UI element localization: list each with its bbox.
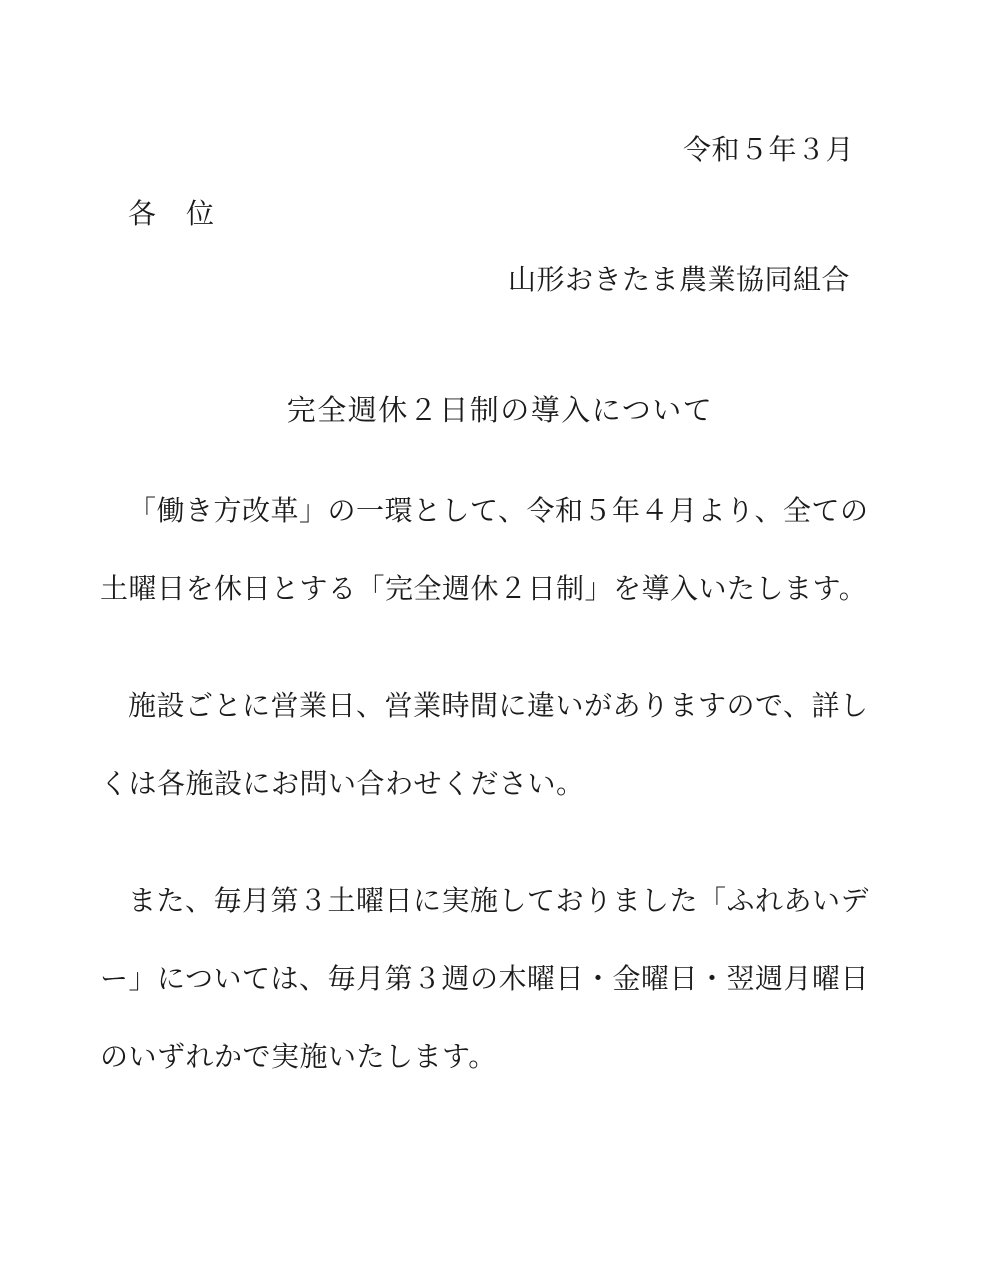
addressee: 各位 [128, 197, 245, 230]
paragraph-line: 「働き方改革」の一環として、令和５年４月より、全ての [128, 494, 869, 527]
paragraph-line: のいずれかで実施いたします。 [100, 1040, 497, 1073]
paragraph-line: また、毎月第３土曜日に実施しておりました「ふれあいデ [128, 884, 870, 917]
paragraph-1 [100, 472, 880, 628]
document-date: 令和５年３月 [682, 133, 854, 166]
paragraph-3 [100, 862, 880, 1096]
paragraph-line: 施設ごとに営業日、営業時間に違いがありますので、詳し [128, 689, 869, 722]
document-title: 完全週休２日制の導入について [286, 393, 714, 427]
sender-organization: 山形おきたま農業協同組合 [507, 263, 850, 296]
paragraph-2 [100, 667, 880, 823]
paragraph-line: ー」については、毎月第３週の木曜日・金曜日・翌週月曜日 [100, 962, 869, 995]
paragraph-line: 土曜日を休日とする「完全週休２日制」を導入いたします。 [100, 572, 868, 605]
paragraph-line: くは各施設にお問い合わせください。 [100, 767, 585, 800]
